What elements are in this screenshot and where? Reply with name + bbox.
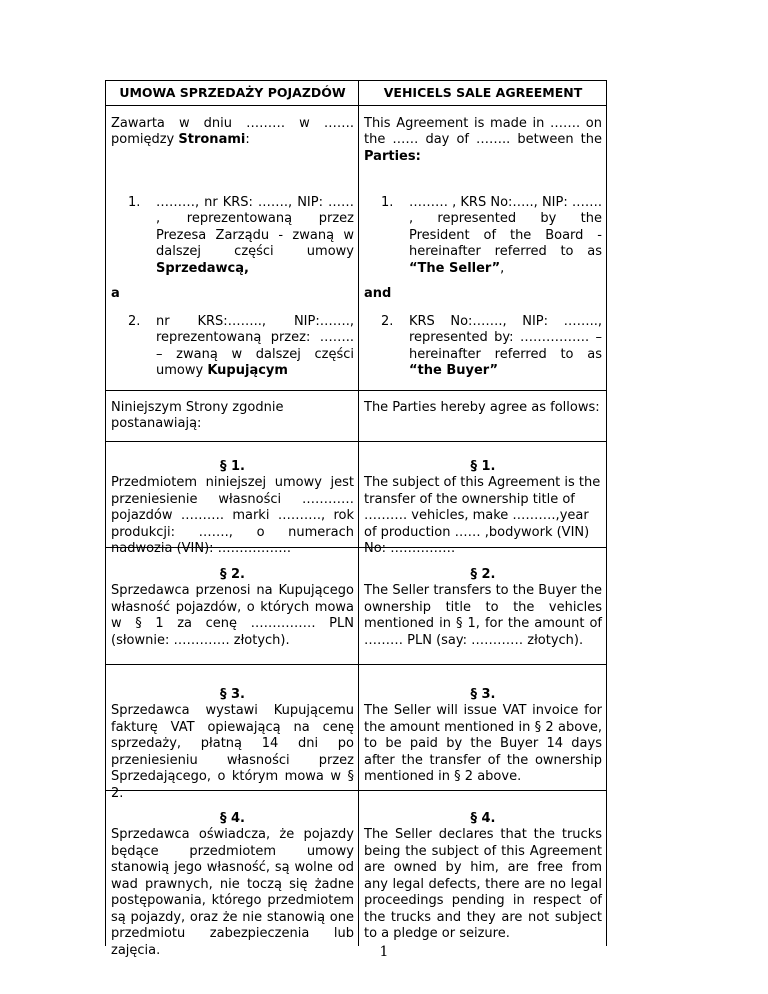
- en-section-heading: § 1.: [470, 458, 496, 474]
- en-section-text: The Seller will issue VAT invoice for the amount mentioned in § 2 above, to be paid by the Buyer 14 days after the transfer of the ownership mentioned in § 2 above.: [364, 703, 602, 784]
- en-section-2: [359, 548, 606, 664]
- pl-intro: [106, 106, 359, 195]
- section-row: [105, 665, 607, 801]
- pl-party2-number: 2.: [128, 313, 141, 329]
- pl-party1-number: 1.: [128, 194, 141, 210]
- en-intro-text: This Agreement is made in ……. on the …… day of …….. between the: [364, 115, 602, 147]
- pl-intro-tail: :: [245, 132, 250, 147]
- en-section-1: [359, 442, 606, 556]
- pl-section-text: Przedmiotem niniejszej umowy jest przeniesienie własności ………… pojazdów ………. marki ………., rok produkcji: ……., o numerach nadwozia (VIN): ……………..: [111, 475, 354, 556]
- en-party2: [359, 308, 606, 390]
- en-section-text: The Seller declares that the trucks being the subject of this Agreement are owned by him, are free from any legal defects, there are no legal proceedings pending in respect of the trucks and they are not subject to a pledge or seizure.: [364, 827, 602, 941]
- pl-party1-text: ………, nr KRS: ……., NIP: …… , reprezentowaną przez Prezesa Zarządu - zwaną w dalszej części umowy: [156, 194, 354, 259]
- section-row: [105, 791, 607, 958]
- pl-section-3: [106, 665, 359, 801]
- en-party1: [359, 195, 606, 280]
- en-party1-number: 1.: [381, 194, 394, 210]
- pl-section-heading: § 2.: [219, 566, 245, 582]
- en-section-4: [359, 791, 606, 946]
- en-party2-number: 2.: [381, 313, 394, 329]
- pl-section-heading: § 4.: [219, 810, 245, 826]
- en-intro-bold: Parties:: [364, 148, 421, 164]
- en-title: VEHICELS SALE AGREEMENT: [383, 85, 583, 100]
- pl-section-1: [106, 442, 359, 556]
- agree-row: [105, 391, 607, 442]
- en-section-text: The Seller transfers to the Buyer the ownership title to the vehicles mentioned in § 1, for the amount of ……… PLN (say: ………… złotych).: [364, 583, 602, 648]
- pl-section-2: [106, 548, 359, 664]
- section-row: [105, 548, 607, 665]
- pl-party2-text: nr KRS:…….., NIP:……., reprezentowaną przez: …….. – zwaną w dalszej części umowy: [156, 313, 354, 378]
- pl-section-4: [106, 791, 359, 958]
- pl-section-heading: § 3.: [219, 686, 245, 702]
- agreement-table: [105, 80, 607, 958]
- pl-intro-text: Zawarta w dniu ……… w ……. pomiędzy: [111, 115, 354, 147]
- en-section-text: The subject of this Agreement is the transfer of the ownership title of ………. vehicles, make ……….,year of production …… ,bodywork (VIN) No: ……………: [364, 475, 601, 556]
- pl-section-text: Sprzedawca przenosi na Kupującego własność pojazdów, o których mowa w § 1 za cenę …………… PLN (słownie: …………. złotych).: [111, 583, 354, 648]
- pl-section-text: Sprzedawca wystawi Kupującemu fakturę VAT opiewającą na cenę sprzedaży, płatną 14 dni po przeniesieniu własności przez Sprzedającego, o którym mowa w § 2.: [111, 703, 354, 801]
- page-number: 1: [379, 944, 389, 960]
- party2-row: [105, 308, 607, 391]
- en-party1-bold: “The Seller”: [409, 260, 501, 276]
- en-party2-bold: “the Buyer”: [409, 363, 499, 378]
- party1-row: [105, 195, 607, 280]
- en-section-heading: § 3.: [470, 686, 496, 702]
- section-row: [105, 442, 607, 556]
- pl-conjunction: a: [106, 280, 359, 308]
- en-party1-text: ……… , KRS No:….., NIP: ……. , represented by the President of the Board - hereinafter referred to as: [409, 194, 602, 259]
- pl-section-text: Sprzedawca oświadcza, że pojazdy będące przedmiotem umowy stanowią jego własność, są wolne od wad prawnych, nie toczą się żadne postępowania, którego przedmiotem są pojazdy, oraz że nie stanowią one przedmiotu zabezpieczenia lub zajęcia.: [111, 827, 354, 958]
- en-agree: The Parties hereby agree as follows:: [364, 399, 600, 415]
- pl-party2: [106, 308, 359, 390]
- header-row: [105, 80, 607, 106]
- intro-row: [105, 106, 607, 195]
- conjunction-row: [105, 280, 607, 308]
- en-section-heading: § 2.: [470, 566, 496, 582]
- pl-party1-bold: Sprzedawcą,: [156, 260, 249, 276]
- pl-intro-bold: Stronami: [178, 132, 246, 147]
- en-party1-tail: ,: [500, 260, 505, 276]
- en-section-heading: § 4.: [470, 810, 496, 826]
- en-intro: [359, 106, 606, 195]
- en-section-3: [359, 665, 606, 790]
- pl-section-heading: § 1.: [219, 458, 245, 474]
- pl-title: UMOWA SPRZEDAŻY POJAZDÓW: [106, 81, 359, 105]
- en-conjunction: and: [364, 285, 392, 301]
- en-party2-text: KRS No:……., NIP: …….., represented by: ……………. – hereinafter referred to as: [409, 313, 602, 362]
- pl-party2-bold: Kupującym: [207, 363, 288, 378]
- pl-party1: [106, 195, 359, 280]
- pl-agree: Niniejszym Strony zgodnie postanawiają:: [106, 391, 359, 441]
